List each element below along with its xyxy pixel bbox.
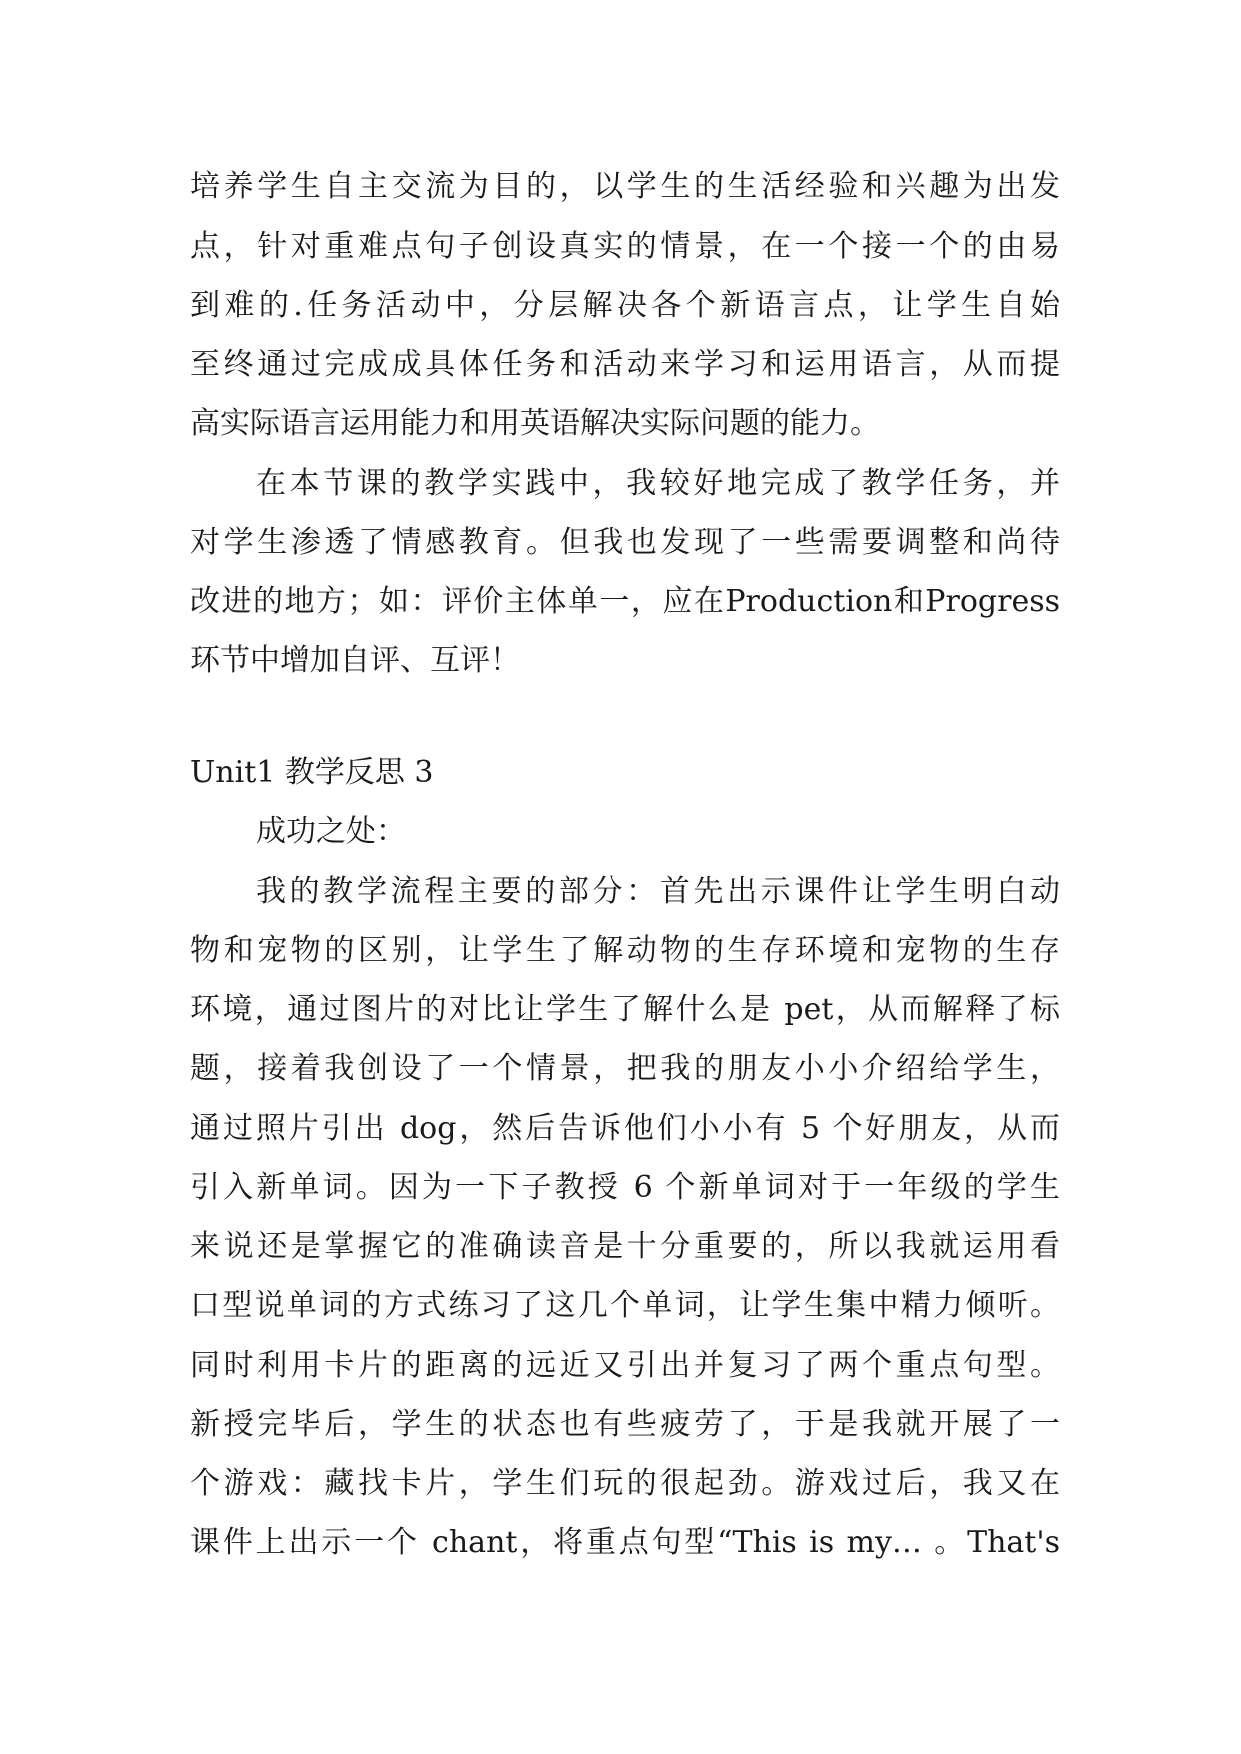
paragraph-line: 我的教学流程主要的部分：首先出示课件让学生明白动 <box>256 874 1060 909</box>
paragraph-line: 同时利用卡片的距离的远近又引出并复习了两个重点句型。 <box>190 1348 1060 1383</box>
paragraph-line: 点，针对重难点句子创设真实的情景，在一个接一个的由易 <box>190 229 1060 264</box>
section-heading: Unit1 教学反思 3 <box>190 755 434 790</box>
paragraph-line: 新授完毕后，学生的状态也有些疲劳了，于是我就开展了一 <box>190 1407 1060 1442</box>
paragraph-line: 引入新单词。因为一下子教授 6 个新单词对于一年级的学生 <box>190 1170 1060 1205</box>
paragraph-line: 环境，通过图片的对比让学生了解什么是 pet，从而解释了标 <box>190 992 1060 1027</box>
paragraph-line: 对学生渗透了情感教育。但我也发现了一些需要调整和尚待 <box>190 525 1060 560</box>
paragraph-line: 到难的.任务活动中，分层解决各个新语言点，让学生自始 <box>190 288 1060 323</box>
paragraph-line: 至终通过完成成具体任务和活动来学习和运用语言，从而提 <box>190 347 1060 382</box>
paragraph-line: 高实际语言运用能力和用英语解决实际问题的能力。 <box>190 406 880 441</box>
paragraph-line: 口型说单词的方式练习了这几个单词，让学生集中精力倾听。 <box>190 1288 1060 1323</box>
paragraph-line: 课件上出示一个 chant，将重点句型“This is my… 。That's <box>190 1525 1060 1560</box>
paragraph-line: 来说还是掌握它的准确读音是十分重要的，所以我就运用看 <box>190 1229 1060 1264</box>
paragraph-line: 题，接着我创设了一个情景，把我的朋友小小介绍给学生， <box>190 1051 1060 1086</box>
paragraph-line: 环节中增加自评、互评！ <box>190 643 520 678</box>
paragraph-line: 物和宠物的区别，让学生了解动物的生存环境和宠物的生存 <box>190 933 1060 968</box>
subheading: 成功之处： <box>256 814 406 849</box>
paragraph-line: 在本节课的教学实践中，我较好地完成了教学任务，并 <box>256 466 1060 501</box>
paragraph-line: 培养学生自主交流为目的，以学生的生活经验和兴趣为出发 <box>190 169 1060 204</box>
paragraph-line: 个游戏：藏找卡片，学生们玩的很起劲。游戏过后，我又在 <box>190 1466 1060 1501</box>
paragraph-line: 通过照片引出 dog，然后告诉他们小小有 5 个好朋友，从而 <box>190 1111 1060 1146</box>
paragraph-line: 改进的地方；如：评价主体单一，应在Production和Progress <box>190 584 1060 619</box>
